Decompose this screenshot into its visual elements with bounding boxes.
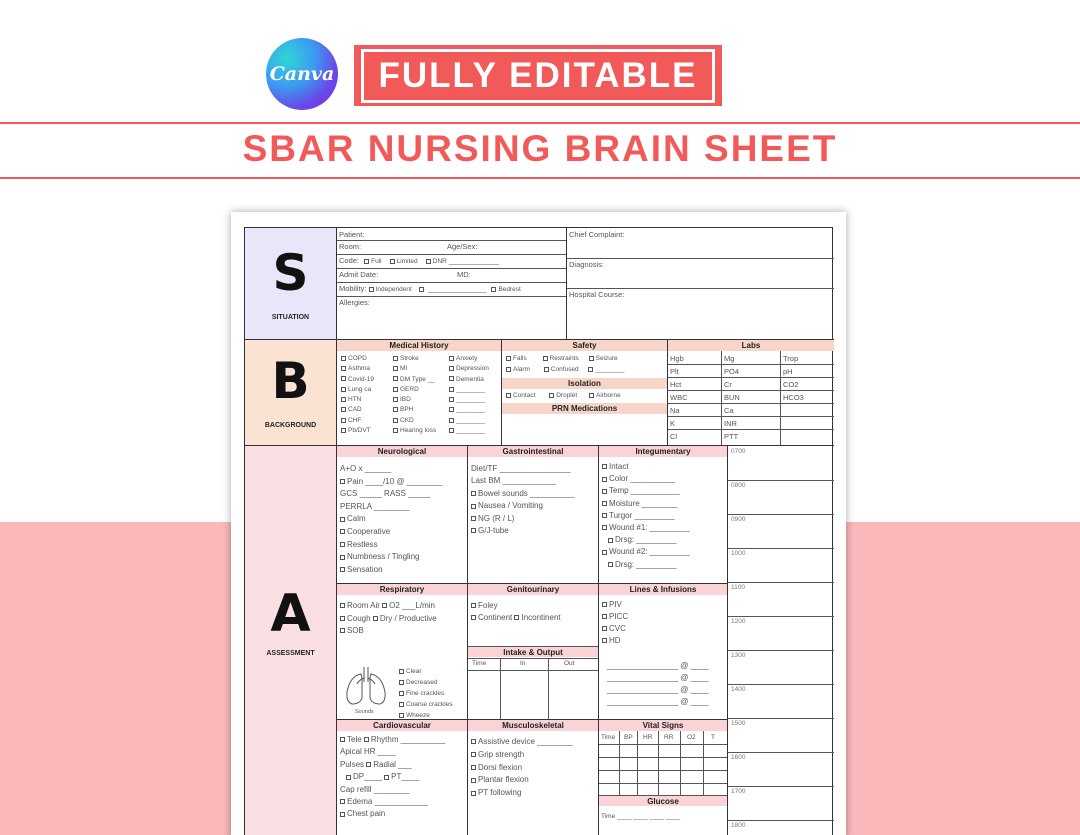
situation-clinical-box bbox=[567, 228, 834, 340]
assessment-label: ASSESSMENT bbox=[266, 650, 315, 657]
lab-bun[interactable]: BUN bbox=[724, 393, 740, 402]
genitourinary-box bbox=[468, 584, 599, 720]
integumentary-header: Integumentary bbox=[599, 446, 727, 457]
brain-sheet-paper bbox=[231, 212, 846, 835]
assessment-section bbox=[245, 446, 337, 835]
isolation-items: Contact Droplet Airborne bbox=[506, 392, 621, 399]
background-section bbox=[245, 340, 337, 446]
time-slot-0700[interactable]: 0700 bbox=[731, 448, 746, 455]
intake-output-header: Intake & Output bbox=[468, 646, 598, 657]
gastrointestinal-header: Gastrointestinal bbox=[468, 446, 598, 457]
prn-medications-header: PRN Medications bbox=[502, 403, 667, 414]
safety-isolation-box bbox=[502, 340, 668, 446]
mobility-field: Mobility: Independent ______________ Bedrest bbox=[339, 284, 521, 293]
cardiovascular-box bbox=[337, 720, 468, 835]
lab-cl[interactable]: Cl bbox=[670, 432, 678, 441]
io-out-label: Out bbox=[564, 660, 575, 667]
allergies-field[interactable]: Allergies: bbox=[339, 298, 370, 307]
labs-box bbox=[668, 340, 834, 446]
time-slot-0900[interactable]: 0900 bbox=[731, 516, 746, 523]
admit-date-field[interactable]: Admit Date: bbox=[339, 270, 379, 279]
musculoskeletal-header: Musculoskeletal bbox=[468, 720, 598, 731]
medical-history-header: Medical History bbox=[337, 340, 501, 351]
situation-letter: S bbox=[272, 244, 309, 302]
lab-plt[interactable]: Plt bbox=[670, 367, 679, 376]
lab-ptt[interactable]: PTT bbox=[724, 432, 739, 441]
time-slot-1200[interactable]: 1200 bbox=[731, 618, 746, 625]
lab-wbc[interactable]: WBC bbox=[670, 393, 688, 402]
code-field: Code: Full Limited DNR ____________ bbox=[339, 256, 499, 265]
chief-complaint-field[interactable]: Chief Complaint: bbox=[569, 230, 625, 239]
safety-header: Safety bbox=[502, 340, 667, 351]
vitals-o2-col: O2 bbox=[687, 734, 696, 741]
age-sex-field[interactable]: Age/Sex: bbox=[447, 242, 478, 251]
neurological-header: Neurological bbox=[337, 446, 467, 457]
lab-po4[interactable]: PO4 bbox=[724, 367, 740, 376]
glucose-header: Glucose bbox=[599, 795, 727, 806]
lines-infusions-box bbox=[599, 584, 728, 720]
history-col-2: Stroke MI DM Type __ GERD IBD BPH CKD Hearing loss bbox=[393, 354, 436, 436]
musculoskeletal-box bbox=[468, 720, 599, 835]
title-rule-top bbox=[0, 122, 1080, 124]
lab-ca[interactable]: Ca bbox=[724, 406, 734, 415]
msk-items: Assistive device ________ Grip strength Dorsi flexion Plantar flexion PT following bbox=[471, 736, 573, 800]
lab-inr[interactable]: INR bbox=[724, 419, 737, 428]
hospital-course-field[interactable]: Hospital Course: bbox=[569, 290, 625, 299]
neurological-box bbox=[337, 446, 468, 584]
cardio-items: Tele Rhythm __________ Apical HR ____ Pulses Radial ___ DP____ PT____ Cap refill ________ Edema ____________ Chest pain bbox=[340, 735, 446, 819]
fully-editable-badge: FULLY EDITABLE bbox=[354, 45, 722, 106]
time-slot-1000[interactable]: 1000 bbox=[731, 550, 746, 557]
patient-field[interactable]: Patient: bbox=[339, 230, 365, 239]
isolation-header: Isolation bbox=[502, 378, 667, 389]
labs-header: Labs bbox=[668, 340, 834, 351]
safety-items-2: Alarm Confused ________ bbox=[506, 366, 624, 373]
resp-items: Room Air O2 ___L/min Cough Dry / Productive SOB bbox=[340, 600, 437, 638]
brain-sheet bbox=[244, 227, 833, 835]
vitals-hr-col: HR bbox=[643, 734, 653, 741]
assessment-letter: A bbox=[270, 584, 311, 644]
room-field[interactable]: Room: bbox=[339, 242, 362, 251]
glucose-time-row: Time ____ ____ ____ ____ bbox=[601, 813, 681, 820]
title-rule-bottom bbox=[0, 177, 1080, 179]
time-slot-1600[interactable]: 1600 bbox=[731, 754, 746, 761]
time-slot-0800[interactable]: 0800 bbox=[731, 482, 746, 489]
lab-hct[interactable]: Hct bbox=[670, 380, 682, 389]
history-col-1: COPD Asthma Covid-19 Lung ca HTN CAD CHF Pb/DVT bbox=[341, 354, 374, 436]
respiratory-box bbox=[337, 584, 468, 720]
resp-sounds: Clear Decreased Fine crackles Coarse crackles Wheeze bbox=[399, 666, 453, 721]
time-slot-1700[interactable]: 1700 bbox=[731, 788, 746, 795]
cardiovascular-header: Cardiovascular bbox=[337, 720, 467, 731]
integumentary-box bbox=[599, 446, 728, 584]
history-col-3: Anxiety Depression Dementia ________ ________ ________ ________ ________ bbox=[449, 354, 489, 436]
product-title: SBAR NURSING BRAIN SHEET bbox=[242, 128, 838, 169]
respiratory-header: Respiratory bbox=[337, 584, 467, 595]
lab-hco3[interactable]: HCO3 bbox=[783, 393, 804, 402]
neuro-items: A+O x ______ Pain ____/10 @ ________ GCS _____ RASS _____ PERRLA ________ Calm Cooperative Restless Numbness / Tingling Sensation bbox=[340, 464, 443, 574]
md-field[interactable]: MD: bbox=[457, 270, 471, 279]
lines-items: PIV PICC CVC HD bbox=[602, 599, 628, 647]
gastrointestinal-box bbox=[468, 446, 599, 584]
situation-patient-box bbox=[337, 228, 567, 340]
genitourinary-header: Genitourinary bbox=[468, 584, 598, 595]
safety-items: Falls Restraints Seizure bbox=[506, 355, 618, 362]
background-letter: B bbox=[271, 352, 310, 410]
integ-items: Intact Color __________ Temp ___________ Moisture ________ Turgor _________ Wound #1: _________ Drsg: _________ Wound #2: _________ Drsg: _________ bbox=[602, 461, 690, 571]
vitals-t-col: T bbox=[711, 734, 715, 741]
gi-items: Diet/TF ________________ Last BM ____________ Bowel sounds __________ Nausea / Vomiting NG (R / L) G/J-tube bbox=[471, 464, 575, 536]
time-slot-1500[interactable]: 1500 bbox=[731, 720, 746, 727]
infusion-lines: ________________ @ ____ ________________ @ ____ ________________ @ ____ ________________ @ ____ bbox=[607, 661, 709, 706]
vitals-rr-col: RR bbox=[664, 734, 674, 741]
time-slot-1800[interactable]: 1800 bbox=[731, 822, 746, 829]
time-slot-1100[interactable]: 1100 bbox=[731, 584, 745, 591]
canva-logo: Canva bbox=[266, 38, 338, 110]
gu-items: Foley Continent Incontinent bbox=[471, 600, 561, 624]
lab-mg[interactable]: Mg bbox=[724, 354, 735, 363]
lines-infusions-header: Lines & Infusions bbox=[599, 584, 727, 595]
lab-ph[interactable]: pH bbox=[783, 367, 793, 376]
medical-history-box bbox=[337, 340, 502, 446]
lab-trop[interactable]: Trop bbox=[783, 354, 799, 363]
situation-section bbox=[245, 228, 337, 340]
vitals-bp-col: BP bbox=[624, 734, 633, 741]
vitals-time-col: Time bbox=[601, 734, 616, 741]
lab-co2[interactable]: CO2 bbox=[783, 380, 799, 389]
vital-signs-box bbox=[599, 720, 728, 835]
io-in-label: In bbox=[520, 660, 526, 667]
time-slot-1400[interactable]: 1400 bbox=[731, 686, 746, 693]
situation-label: SITUATION bbox=[271, 314, 310, 321]
background-label: BACKGROUND bbox=[264, 422, 317, 429]
diagnosis-field[interactable]: Diagnosis: bbox=[569, 260, 605, 269]
vital-signs-header: Vital Signs bbox=[599, 720, 727, 731]
io-time-label: Time bbox=[472, 660, 487, 667]
sounds-label: Sounds bbox=[355, 709, 374, 715]
time-slot-1300[interactable]: 1300 bbox=[731, 652, 746, 659]
lab-na[interactable]: Na bbox=[670, 406, 680, 415]
hourly-notes-column bbox=[728, 446, 834, 835]
lab-cr[interactable]: Cr bbox=[724, 380, 732, 389]
lab-k[interactable]: K bbox=[670, 419, 676, 428]
lab-hgb[interactable]: Hgb bbox=[670, 354, 684, 363]
lungs-icon bbox=[342, 664, 390, 708]
